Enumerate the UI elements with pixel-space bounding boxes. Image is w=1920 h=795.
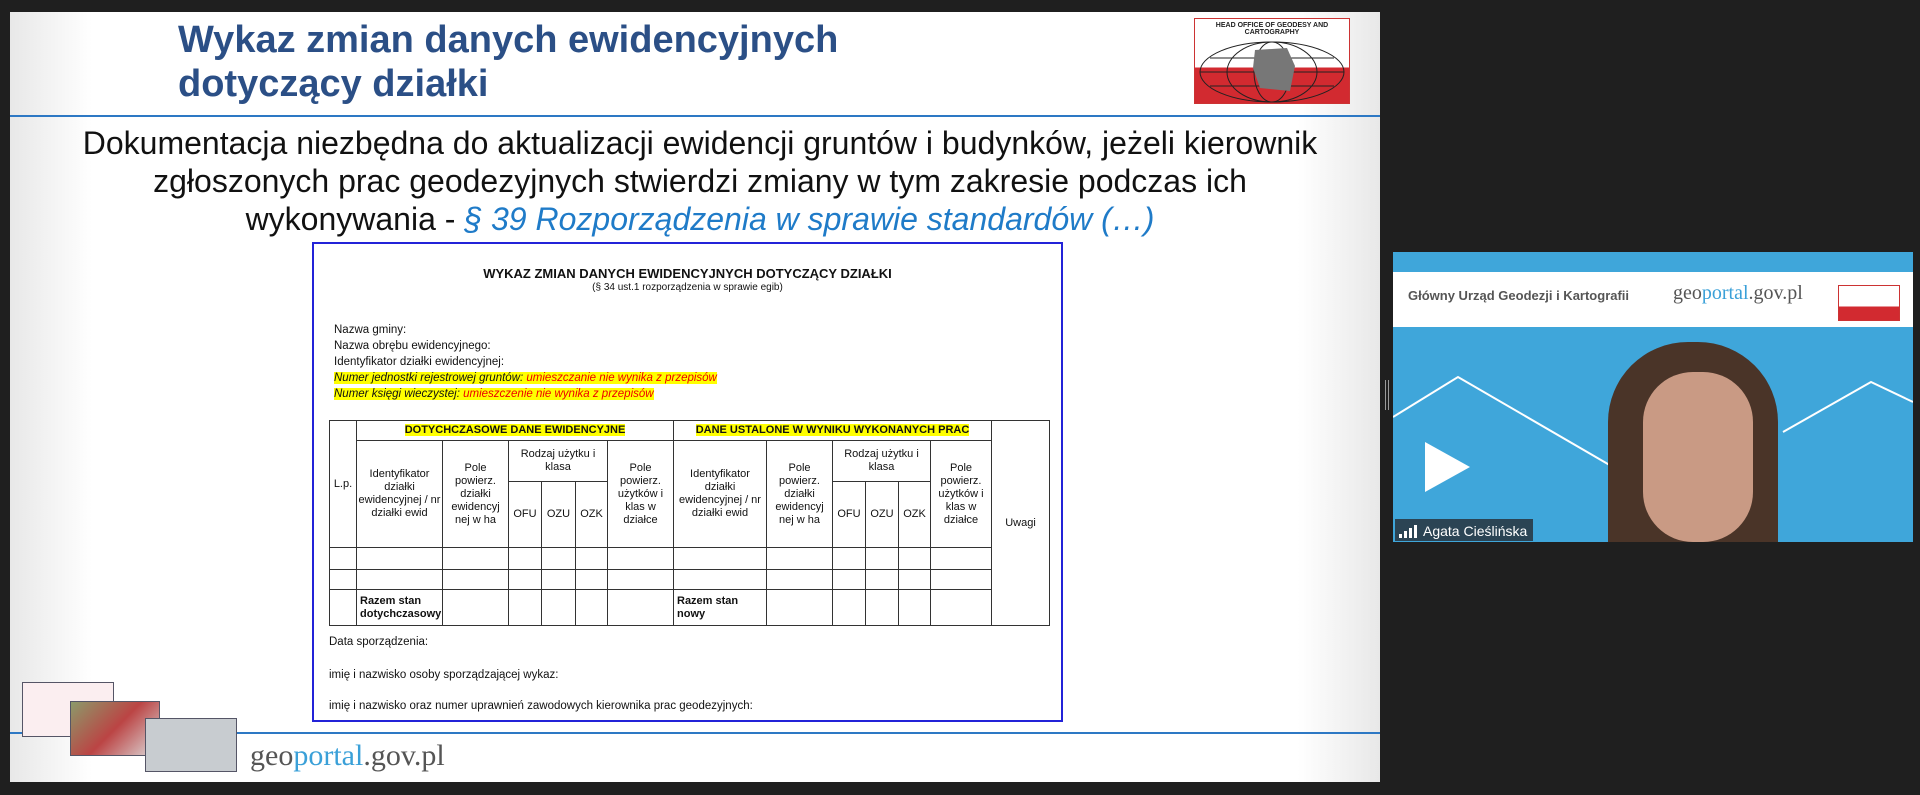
title-line: Wykaz zmian danych ewidencyjnych — [178, 19, 839, 61]
logo-part: .gov.pl — [363, 739, 445, 772]
header-land-use: Rodzaj użytku i klasa — [833, 441, 931, 482]
gugik-logo — [1838, 285, 1900, 321]
form-image — [312, 242, 1063, 722]
header-id: Identyfikator działki ewidencyjnej / nr działki ewid — [674, 441, 767, 548]
form-subtitle: (§ 34 ust.1 rozporządzenia w sprawie egib) — [592, 282, 783, 293]
participant-name: Agata Cieślińska — [1423, 523, 1528, 539]
logo-part: geo — [250, 739, 294, 772]
header-use-area: Pole powierz. użytków i klas w działce — [608, 441, 674, 548]
header-land-use: Rodzaj użytku i klasa — [509, 441, 608, 482]
highlighted-label: Numer jednostki rejestrowej gruntów: — [334, 372, 524, 384]
changes-table — [329, 420, 1050, 626]
form-footer-label: Data sporządzenia: — [329, 636, 429, 648]
participant-video[interactable] — [1393, 252, 1913, 542]
regulation-reference: § 39 Rozporządzenia w sprawie standardów (…) — [464, 201, 1155, 237]
form-field-label: Nazwa obrębu ewidencyjnego: — [334, 340, 491, 352]
header-area: Pole powierz. działki ewidencyj nej w ha — [443, 441, 509, 548]
highlighted-note: umieszczenie nie wynika z przepisów — [459, 388, 654, 400]
table-row — [330, 570, 1050, 590]
header-uwagi: Uwagi — [992, 421, 1050, 626]
highlighted-label: Numer księgi wieczystej: — [334, 388, 460, 400]
slide-body-text — [70, 124, 1330, 238]
logo-part: portal — [1701, 282, 1749, 304]
header-group-new: DANE USTALONE W WYNIKU WYKONANYCH PRAC — [695, 424, 970, 436]
highlighted-note: umieszczanie nie wynika z przepisów — [523, 372, 717, 384]
logo-text: HEAD OFFICE OF GEODESY AND CARTOGRAPHY — [1215, 22, 1329, 36]
sum-existing: Razem stan dotychczasowy — [357, 590, 443, 626]
gugik-logo — [1194, 18, 1350, 104]
panel-resize-handle[interactable] — [1385, 380, 1389, 410]
title-line: dotyczący działki — [178, 63, 489, 105]
map-thumbnail — [145, 718, 237, 772]
geoportal-logo — [250, 739, 445, 773]
globe-icon — [1195, 36, 1349, 106]
presentation-slide — [10, 12, 1380, 782]
header-ozu: OZU — [542, 482, 576, 548]
participant-face — [1643, 372, 1753, 542]
header-ozk: OZK — [576, 482, 608, 548]
signal-strength-icon — [1399, 525, 1417, 538]
header-id: Identyfikator działki ewidencyjnej / nr działki ewid — [357, 441, 443, 548]
header-group-existing: DOTYCHCZASOWE DANE EWIDENCYJNE — [404, 424, 626, 436]
header-ofu: OFU — [509, 482, 542, 548]
logo-part: geo — [1673, 282, 1702, 304]
form-footer-label: imię i nazwisko oraz numer uprawnień zawodowych kierownika prac geodezyjnych: — [329, 700, 753, 712]
header-use-area: Pole powierz. użytków i klas w działce — [931, 441, 992, 548]
header-area: Pole powierz. działki ewidencyj nej w ha — [767, 441, 833, 548]
slide-title — [178, 18, 838, 106]
participant-name-tag — [1395, 519, 1533, 541]
form-field-label: Identyfikator działki ewidencyjnej: — [334, 356, 505, 368]
table-row — [330, 590, 1050, 626]
geoportal-logo — [1673, 282, 1803, 305]
header-ofu: OFU — [833, 482, 866, 548]
sum-new: Razem stan nowy — [674, 590, 767, 626]
body-text: Dokumentacja niezbędna do aktualizacji ewidencji gruntów i budynków, jeżeli kierownik zgłoszonych prac geodezyjnych stwierdzi zmiany w tym zakresie podczas ich wykonywania - — [82, 125, 1318, 237]
form-field-label: Nazwa gminy: — [334, 324, 407, 336]
header-ozu: OZU — [866, 482, 899, 548]
divider — [10, 115, 1380, 117]
play-icon — [1425, 442, 1470, 492]
table-row — [330, 548, 1050, 570]
logo-part: portal — [293, 739, 364, 772]
header-ozk: OZK — [899, 482, 931, 548]
form-footer-label: imię i nazwisko osoby sporządzającej wykaz: — [329, 669, 559, 681]
organization-name: Główny Urząd Geodezji i Kartografii — [1408, 288, 1630, 303]
header-lp: L.p. — [330, 421, 357, 548]
logo-part: .gov.pl — [1748, 282, 1803, 304]
form-title: WYKAZ ZMIAN DANYCH EWIDENCYJNYCH DOTYCZĄCY DZIAŁKI — [483, 266, 892, 281]
